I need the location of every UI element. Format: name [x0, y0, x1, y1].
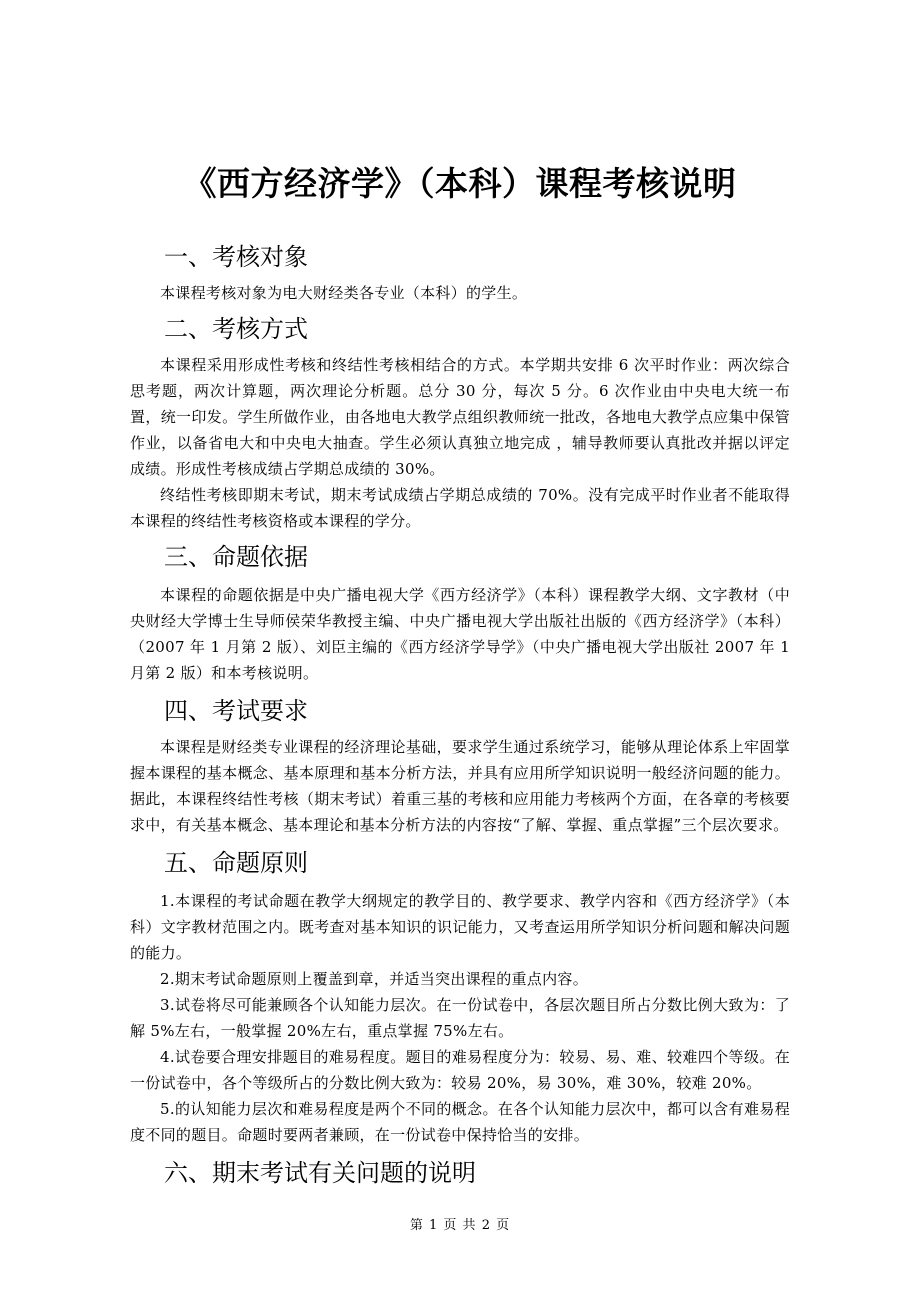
section-heading-proposition-basis: 三、命题依据	[164, 543, 308, 571]
section-heading-exam-requirements: 四、考试要求	[164, 697, 308, 725]
section-body-exam-method	[130, 352, 790, 534]
page-number: 第 1 页 共 2 页	[409, 1218, 511, 1233]
document-title: 《西方经济学》（本科）课程考核说明	[183, 164, 737, 203]
section-body-exam-requirements	[130, 734, 790, 838]
paragraph: 本课程是财经类专业课程的经济理论基础，要求学生通过系统学习，能够从理论体系上牢固掌握本课程的基本概念、基本原理和基本分析方法，并具有应用所学知识说明一般经济问题的能力。据此，本课程终结性考核（期末考试）着重三基的考核和应用能力考核两个方面，在各章的考核要求中，有关基本概念、基本理论和基本分析方法的内容按“了解、掌握、重点掌握”三个层次要求。	[130, 738, 790, 834]
list-item: 4.试卷要合理安排题目的难易程度。题目的难易程度分为：较易、易、难、较难四个等级。在一份试卷中，各个等级所占的分数比例大致为：较易 20%，易 30%，难 30%，较难 20%。	[130, 1048, 790, 1092]
paragraph: 终结性考核即期末考试，期末考试成绩占学期总成绩的 70%。没有完成平时作业者不能取得本课程的终结性考核资格或本课程的学分。	[130, 486, 790, 530]
section-heading-proposition-principles: 五、命题原则	[164, 849, 308, 877]
list-item: 2.期末考试命题原则上覆盖到章，并适当突出课程的重点内容。	[160, 970, 589, 988]
section-heading-exam-method: 二、考核方式	[164, 315, 308, 343]
section-heading-exam-target: 一、考核对象	[164, 243, 308, 271]
paragraph: 本课程采用形成性考核和终结性考核相结合的方式。本学期共安排 6 次平时作业：两次综合思考题，两次计算题，两次理论分析题。总分 30 分，每次 5 分。6 次作业由中央电大统一布置，统一印发。学生所做作业，由各地电大教学点组织教师统一批改，各地电大教学点应集中保管作业，以备省电大和中央电大抽查。学生必须认真独立地完成 ，辅导教师要认真批改并据以评定成绩。形成性考核成绩占学期总成绩的 30%。	[130, 356, 790, 478]
list-item: 5.的认知能力层次和难易程度是两个不同的概念。在各个认知能力层次中，都可以含有难易程度不同的题目。命题时要两者兼顾，在一份试卷中保持恰当的安排。	[130, 1100, 790, 1144]
section-body-proposition-basis	[130, 582, 790, 686]
list-item: 3.试卷将尽可能兼顾各个认知能力层次。在一份试卷中，各层次题目所占分数比例大致为：了解 5%左右，一般掌握 20%左右，重点掌握 75%左右。	[130, 996, 790, 1040]
section-body-exam-target	[130, 280, 790, 306]
section-heading-final-exam-notes: 六、期末考试有关问题的说明	[164, 1159, 476, 1187]
section-body-proposition-principles	[130, 888, 790, 1148]
list-item: 1.本课程的考试命题在教学大纲规定的教学目的、教学要求、教学内容和《西方经济学》（本科）文字教材范围之内。既考查对基本知识的识记能力，又考查运用所学知识分析问题和解决问题的能力。	[130, 892, 790, 962]
paragraph: 本课程的命题依据是中央广播电视大学《西方经济学》（本科）课程教学大纲、文字教材（中央财经大学博士生导师侯荣华教授主编、中央广播电视大学出版社出版的《西方经济学》（本科）（2007 年 1 月第 2 版）、刘臣主编的《西方经济学导学》（中央广播电视大学出版社 2007 年 1 月第 2 版）和本考核说明。	[130, 586, 790, 682]
document-body	[130, 238, 790, 1192]
paragraph: 本课程考核对象为电大财经类各专业（本科）的学生。	[160, 284, 528, 302]
